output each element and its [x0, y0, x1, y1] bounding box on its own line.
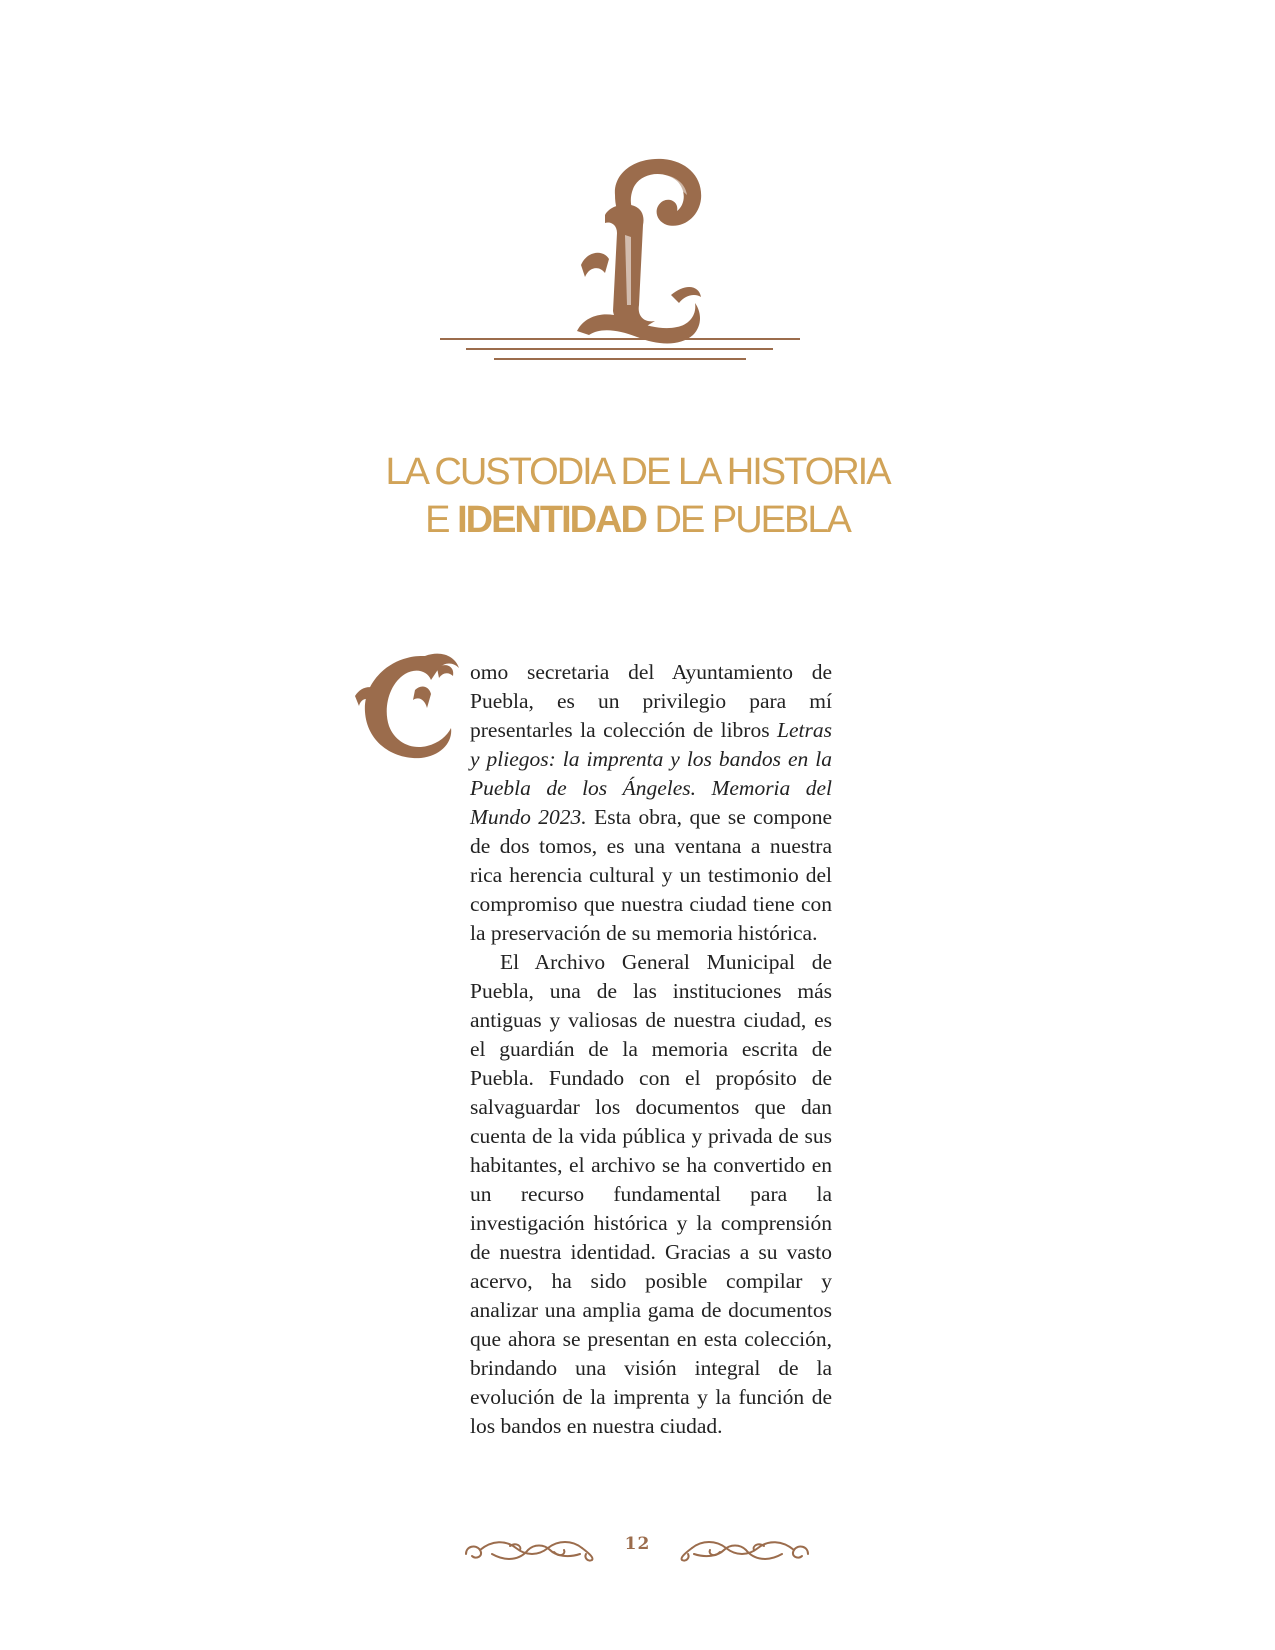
- paragraph-1-end: Esta obra, que se compone de dos tomos, es una ventana a nuestra rica herencia cultural y un testimonio del compromiso que nuestra ciudad tiene con la preservación de su memoria histórica.: [470, 805, 832, 945]
- paragraph-2: El Archivo General Municipal de Puebla, una de las instituciones más antiguas y valiosas de nuestra ciudad, es el guardián de la memoria escrita de Puebla. Fundado con el propósito de salvaguardar los documentos que dan cuenta de la vida pública y privada de sus habitantes, el archivo se ha convertido en un recurso fundamental para la investigación histórica y la comprensión de nuestra identidad. Gracias a su vasto acervo, ha sido posible compilar y analizar una amplia gama de documentos que ahora se presentan en esta colección, brindando una visión integral de la evolución de la imprenta y la función de los bandos en nuestra ciudad.: [470, 950, 832, 1438]
- paragraph-1: [470, 658, 832, 948]
- rule-bottom: [494, 358, 746, 360]
- title-line-1: LA CUSTODIA DE LA HISTORIA: [385, 451, 890, 493]
- paragraph-1-start: omo secretaria del Ayuntamiento de Puebla, es un privilegio para mí presentarles la colección de libros: [470, 660, 832, 742]
- rule-middle: [466, 348, 773, 350]
- page-footer: [0, 1528, 1275, 1568]
- page-number: 12: [624, 1534, 651, 1554]
- page-title: [0, 448, 1275, 544]
- title-line-2-prefix: E: [425, 499, 458, 541]
- blackletter-C-icon: [355, 650, 465, 760]
- body-text: [470, 658, 832, 1441]
- blackletter-L-icon: [575, 155, 725, 345]
- title-line-2-suffix: DE PUEBLA: [645, 499, 850, 541]
- book-title: Letras y pliegos: la imprenta y los bandos en la Puebla de los Ángeles. Memoria del Mundo 2023.: [470, 718, 832, 829]
- title-line-2-bold: IDENTIDAD: [457, 499, 646, 541]
- flourish-icon: [672, 1536, 812, 1564]
